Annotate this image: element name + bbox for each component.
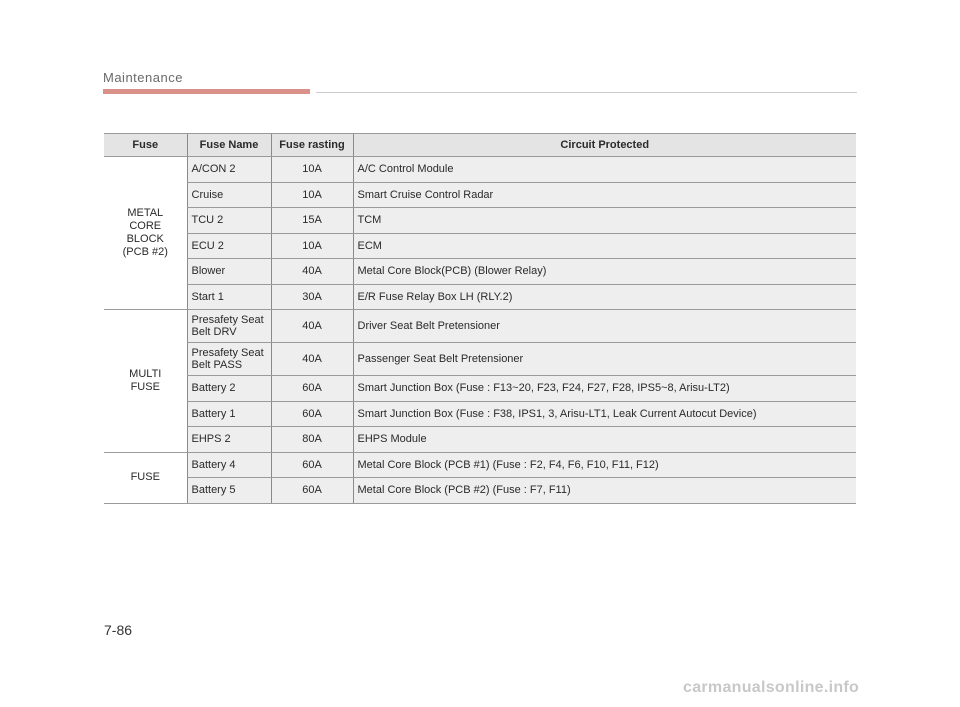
- table-row: [104, 376, 856, 402]
- header-divider: [316, 92, 857, 93]
- fuse-group-label-line: METAL: [127, 207, 164, 219]
- fuse-name-cell: [187, 233, 271, 259]
- table-row: [104, 310, 856, 343]
- fuse-rating-cell: 40A: [271, 343, 353, 376]
- fuse-group-label: [104, 157, 187, 310]
- fuse-name-line: Presafety Seat: [191, 314, 264, 326]
- fuse-rating-cell: 10A: [271, 182, 353, 208]
- header-accent-rule: [103, 89, 310, 94]
- fuse-name-line: Presafety Seat: [191, 347, 264, 359]
- fuse-name-cell: [187, 343, 271, 376]
- column-header-fuse: Fuse: [104, 134, 187, 157]
- section-title: Maintenance: [103, 70, 183, 85]
- fuse-rating-cell: 10A: [271, 233, 353, 259]
- column-header-fuse-rating: Fuse rasting: [271, 134, 353, 157]
- fuse-name-line: Belt DRV: [191, 326, 237, 338]
- circuit-protected-cell: EHPS Module: [353, 427, 856, 453]
- fuse-name-cell: [187, 452, 271, 478]
- fuse-group-label: [104, 452, 187, 503]
- circuit-protected-cell: Metal Core Block(PCB) (Blower Relay): [353, 259, 856, 285]
- circuit-protected-cell: E/R Fuse Relay Box LH (RLY.2): [353, 284, 856, 310]
- column-header-circuit-protected: Circuit Protected: [353, 134, 856, 157]
- fuse-rating-cell: 40A: [271, 259, 353, 285]
- circuit-protected-cell: A/C Control Module: [353, 157, 856, 183]
- fuse-name-line: TCU 2: [191, 214, 224, 227]
- circuit-protected-cell: Metal Core Block (PCB #1) (Fuse : F2, F4, F6, F10, F11, F12): [353, 452, 856, 478]
- table-row: [104, 182, 856, 208]
- fuse-name-cell: [187, 376, 271, 402]
- table-row: [104, 284, 856, 310]
- fuse-rating-cell: 15A: [271, 208, 353, 234]
- column-header-fuse-name: Fuse Name: [187, 134, 271, 157]
- fuse-name-line: A/CON 2: [191, 163, 236, 176]
- fuse-name-line: Battery 2: [191, 382, 236, 395]
- fuse-name-line: Cruise: [191, 188, 224, 201]
- fuse-group-label-line: FUSE: [130, 380, 160, 393]
- table-row: [104, 452, 856, 478]
- fuse-name-cell: [187, 208, 271, 234]
- fuse-name-cell: [187, 401, 271, 427]
- fuse-rating-cell: 60A: [271, 401, 353, 427]
- table-row: [104, 157, 856, 183]
- fuse-name-line: EHPS 2: [191, 433, 231, 446]
- table-row: [104, 427, 856, 453]
- fuse-name-cell: [187, 182, 271, 208]
- fuse-name-cell: [187, 427, 271, 453]
- fuse-name-cell: [187, 284, 271, 310]
- table-row: [104, 401, 856, 427]
- fuse-name-line: Battery 1: [191, 407, 236, 420]
- fuse-name-line: Battery 4: [191, 458, 236, 471]
- fuse-rating-cell: 60A: [271, 376, 353, 402]
- table-row: [104, 233, 856, 259]
- table-row: [104, 343, 856, 376]
- fuse-name-cell: [187, 478, 271, 504]
- fuse-group-label-line: (PCB #2): [122, 246, 168, 258]
- table-row: [104, 208, 856, 234]
- page-number: 7-86: [104, 622, 133, 638]
- fuse-rating-cell: 40A: [271, 310, 353, 343]
- circuit-protected-cell: Smart Junction Box (Fuse : F38, IPS1, 3, Arisu-LT1, Leak Current Autocut Device): [353, 401, 856, 427]
- circuit-protected-cell: Metal Core Block (PCB #2) (Fuse : F7, F11): [353, 478, 856, 504]
- fuse-rating-cell: 30A: [271, 284, 353, 310]
- fuse-rating-cell: 10A: [271, 157, 353, 183]
- fuse-name-line: Battery 5: [191, 484, 236, 497]
- fuse-name-line: Start 1: [191, 290, 224, 303]
- circuit-protected-cell: TCM: [353, 208, 856, 234]
- circuit-protected-cell: Smart Junction Box (Fuse : F13~20, F23, F24, F27, F28, IPS5~8, Arisu-LT2): [353, 376, 856, 402]
- table-row: [104, 478, 856, 504]
- fuse-name-cell: [187, 259, 271, 285]
- fuse-name-cell: [187, 310, 271, 343]
- circuit-protected-cell: Driver Seat Belt Pretensioner: [353, 310, 856, 343]
- circuit-protected-cell: ECM: [353, 233, 856, 259]
- fuse-name-cell: [187, 157, 271, 183]
- fuse-group-label-line: MULTI: [129, 367, 162, 380]
- table-header-row: [104, 134, 856, 157]
- fuse-name-line: Belt PASS: [191, 359, 243, 371]
- circuit-protected-cell: Smart Cruise Control Radar: [353, 182, 856, 208]
- fuse-table: [104, 133, 856, 504]
- fuse-group-label-line: BLOCK: [126, 233, 164, 245]
- fuse-rating-cell: 60A: [271, 478, 353, 504]
- fuse-group-label-line: FUSE: [130, 471, 160, 483]
- watermark: carmanualsonline.info: [683, 679, 860, 696]
- fuse-group-label-line: CORE: [129, 220, 162, 232]
- fuse-group-label: [104, 310, 187, 453]
- fuse-name-line: ECU 2: [191, 239, 224, 252]
- fuse-rating-cell: 60A: [271, 452, 353, 478]
- fuse-rating-cell: 80A: [271, 427, 353, 453]
- table-row: [104, 259, 856, 285]
- fuse-table-body: [104, 157, 856, 504]
- circuit-protected-cell: Passenger Seat Belt Pretensioner: [353, 343, 856, 376]
- fuse-name-line: Blower: [191, 265, 226, 278]
